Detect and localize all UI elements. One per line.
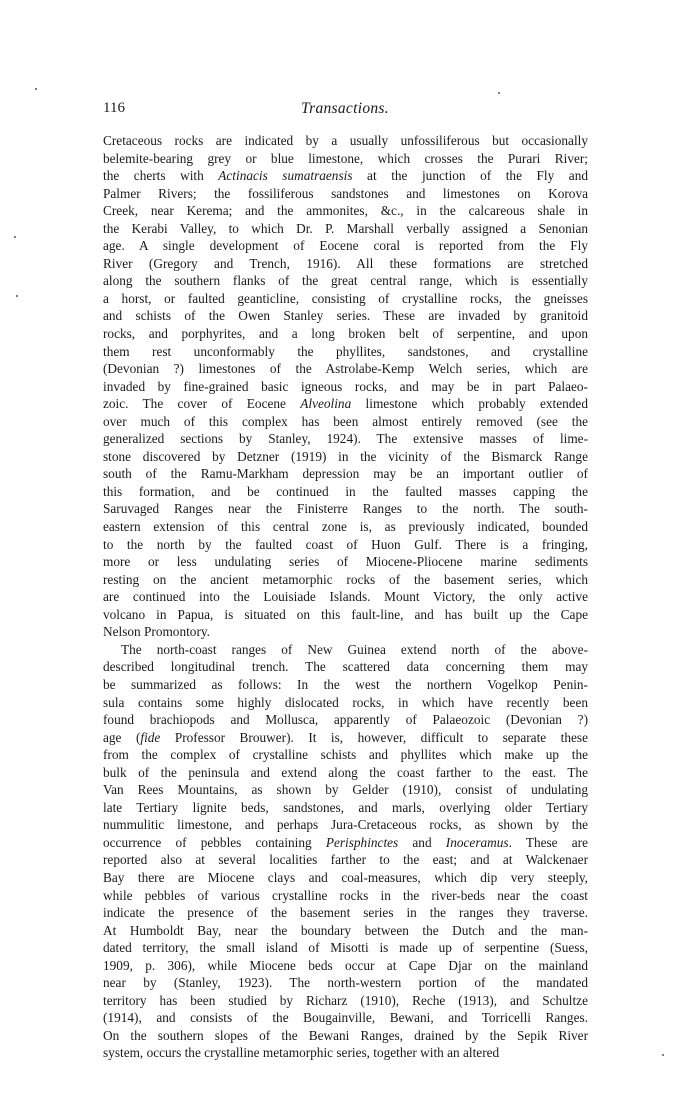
scan-speck [662, 1054, 664, 1056]
text-line: occurrence of pebbles containing Perisphinctes and Inoceramus. These are [103, 834, 588, 850]
text-line: stone discovered by Detzner (1919) in the vicinity of the Bismarck Range [103, 448, 588, 464]
text-line: 1909, p. 306), while Miocene beds occur at Cape Djar on the mainland [103, 957, 588, 973]
text-line: Nelson Promontory. [103, 624, 210, 640]
text-line: south of the Ramu-Markham depression may be an important outlier of [103, 466, 588, 482]
text-line: rocks, and porphyrites, and a long broken belt of serpentine, and upon [103, 326, 588, 342]
text-line: a horst, or faulted geanticline, consisting of crystalline rocks, the gneisses [103, 290, 588, 306]
text-line: eastern extension of this central zone is, as previously indicated, bounded [103, 519, 588, 535]
text-line: indicate the presence of the basement series in the ranges they traverse. [103, 905, 588, 921]
text-line: (Devonian ?) limestones of the Astrolabe-Kemp Welch series, which are [103, 361, 588, 377]
text-line: Van Rees Mountains, as shown by Gelder (1910), consist of undulating [103, 782, 588, 798]
body-text [103, 132, 588, 1062]
text-line: along the southern flanks of the great central range, which is essentially [103, 273, 588, 289]
text-line: generalized sections by Stanley, 1924). The extensive masses of lime- [103, 431, 588, 447]
text-line: from the complex of crystalline schists and phyllites which make up the [103, 747, 588, 763]
text-line: them rest unconformably the phyllites, sandstones, and crystalline [103, 343, 588, 359]
text-line: zoic. The cover of Eocene Alveolina limestone which probably extended [103, 396, 588, 412]
text-line: be summarized as follows: In the west the northern Vogelkop Penin- [103, 676, 588, 692]
text-line: more or less undulating series of Miocene-Pliocene marine sediments [103, 554, 588, 570]
text-line: At Humboldt Bay, near the boundary between the Dutch and the man- [103, 922, 588, 938]
text-line: nummulitic limestone, and perhaps Jura-Cretaceous rocks, as shown by the [103, 817, 588, 833]
text-line: the Kerabi Valley, to which Dr. P. Marshall verbally assigned a Senonian [103, 220, 588, 236]
running-head: Transactions. [301, 100, 389, 117]
text-line: bulk of the peninsula and extend along the coast farther to the east. The [103, 764, 588, 780]
text-line: volcano in Papua, is situated on this fault-line, and has built up the Cape [103, 606, 588, 622]
text-line: belemite-bearing grey or blue limestone, which crosses the Purari River; [103, 150, 588, 166]
text-line: the cherts with Actinacis sumatraensis at the junction of the Fly and [103, 168, 588, 184]
text-line: described longitudinal trench. The scattered data concerning them may [103, 659, 588, 675]
text-line: Bay there are Miocene clays and coal-measures, which dip very steeply, [103, 869, 588, 885]
text-line: to the north by the faulted coast of Huon Gulf. There is a fringing, [103, 536, 588, 552]
scan-speck [14, 236, 16, 238]
text-line: found brachiopods and Mollusca, apparently of Palaeozoic (Devonian ?) [103, 712, 588, 728]
text-line: resting on the ancient metamorphic rocks of the basement series, which [103, 571, 588, 587]
text-line: this formation, and be continued in the faulted masses capping the [103, 483, 588, 499]
text-line: (1914), and consists of the Bougainville, Bewani, and Torricelli Ranges. [103, 1010, 588, 1026]
text-line: are continued into the Louisiade Islands. Mount Victory, the only active [103, 589, 588, 605]
scan-speck [16, 295, 18, 297]
text-line: system, occurs the crystalline metamorphic series, together with an altered [103, 1045, 500, 1061]
text-line: invaded by fine-grained basic igneous rocks, and may be in part Palaeo- [103, 378, 588, 394]
text-line: and schists of the Owen Stanley series. These are invaded by granitoid [103, 308, 588, 324]
text-line: Creek, near Kerema; and the ammonites, &c., in the calcareous shale in [103, 203, 588, 219]
text-line: near by (Stanley, 1923). The north-western portion of the mandated [103, 975, 588, 991]
text-line: The north-coast ranges of New Guinea extend north of the above- [121, 641, 588, 657]
text-line: Cretaceous rocks are indicated by a usually unfossiliferous but occasionally [103, 133, 588, 148]
text-line: late Tertiary lignite beds, sandstones, and marls, overlying older Tertiary [103, 799, 588, 815]
text-line: while pebbles of various crystalline rocks in the river-beds near the coast [103, 887, 588, 903]
text-line: Saruvaged Ranges near the Finisterre Ranges to the north. The south- [103, 501, 588, 517]
scan-speck [35, 88, 37, 90]
text-line: age (fide Professor Brouwer). It is, however, difficult to separate these [103, 729, 588, 745]
scan-speck [498, 92, 500, 94]
text-line: dated territory, the small island of Misotti is made up of serpentine (Suess, [103, 940, 588, 956]
text-line: River (Gregory and Trench, 1916). All these formations are stretched [103, 255, 588, 271]
text-line: On the southern slopes of the Bewani Ranges, drained by the Sepik River [103, 1027, 588, 1043]
text-line: reported also at several localities farther to the east; and at Walckenaer [103, 852, 588, 868]
page-header [103, 100, 587, 120]
text-line: territory has been studied by Richarz (1910), Reche (1913), and Schultze [103, 992, 588, 1008]
page-number: 116 [103, 100, 125, 116]
text-line: Palmer Rivers; the fossiliferous sandstones and limestones on Korova [103, 185, 588, 201]
text-line: sula contains some highly dislocated rocks, in which have recently been [103, 694, 588, 710]
text-line: age. A single development of Eocene coral is reported from the Fly [103, 238, 588, 254]
text-line: over much of this complex has been almost entirely removed (see the [103, 413, 588, 429]
